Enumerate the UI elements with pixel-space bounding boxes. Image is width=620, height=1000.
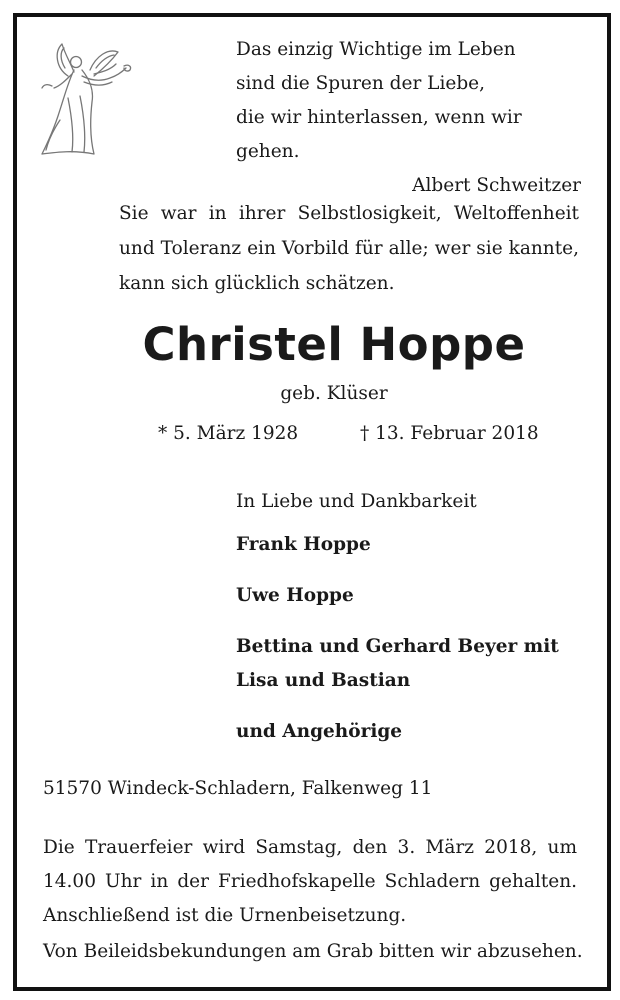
death-date: † 13. Februar 2018 <box>360 423 539 444</box>
birth-name: geb. Klüser <box>280 383 388 404</box>
quote-author: Albert Schweitzer <box>412 175 581 196</box>
mourners-block <box>236 489 596 766</box>
mourner-name: Bettina und Gerhard Beyer mit <box>236 636 559 657</box>
quote-line: sind die Spuren der Liebe, <box>236 73 485 94</box>
mourners-lead: In Liebe und Dankbarkeit <box>236 491 477 512</box>
angel-icon <box>38 38 138 160</box>
intro-text: Sie war in ihrer Selbstlosigkeit, Weltoffenheit und Toleranz ein Vorbild für alle; wer sie kannte, kann sich glücklich schätzen. <box>119 203 579 294</box>
mourner-name: Lisa und Bastian <box>236 670 411 691</box>
quote-line: die wir hinterlassen, wenn wir gehen. <box>236 107 522 162</box>
mourner-name: Frank Hoppe <box>236 534 371 555</box>
quote-line: Das einzig Wichtige im Leben <box>236 39 516 60</box>
quote-block <box>236 33 581 203</box>
mourner-name: und Angehörige <box>236 721 403 742</box>
deceased-name: Christel Hoppe <box>142 318 526 371</box>
mourner-name: Uwe Hoppe <box>236 585 354 606</box>
birth-date: * 5. März 1928 <box>158 423 299 444</box>
service-info: Die Trauerfeier wird Samstag, den 3. März 2018, um 14.00 Uhr in der Friedhofskapelle Schladern gehalten. Anschließend ist die Urnenbeisetzung. <box>43 837 577 926</box>
address: 51570 Windeck-Schladern, Falkenweg 11 <box>43 778 433 799</box>
condolence-note: Von Beileidsbekundungen am Grab bitten wir abzusehen. <box>43 941 583 962</box>
mourner-group <box>236 630 596 698</box>
